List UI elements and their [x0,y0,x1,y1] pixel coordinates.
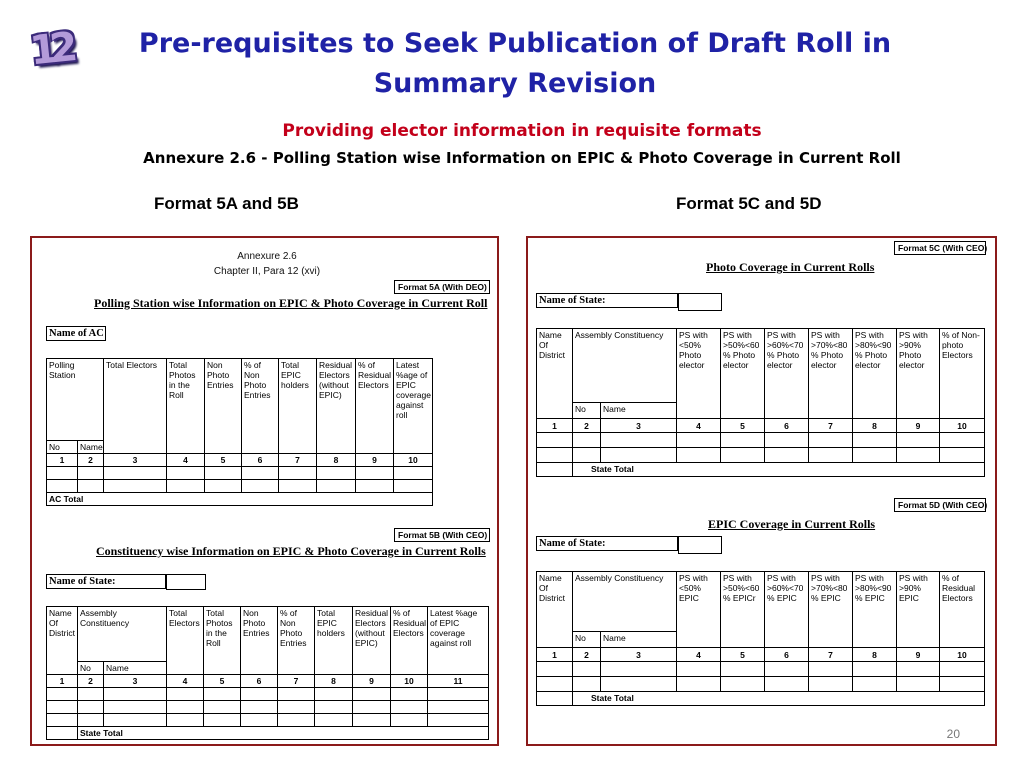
col-number: 7 [278,675,315,688]
header-ps-gt90: PS with >90% Photo elector [897,329,940,419]
header-assembly: Assembly Constituency [573,329,677,403]
subheader-name: Name [601,632,677,648]
header-ps-50-60: PS with >50%<60 % EPICr [721,572,765,648]
slide-number-badge: 12 [27,24,72,75]
header-ps-50-60: PS with >50%<60 % Photo elector [721,329,765,419]
col-number: 10 [391,675,428,688]
col-number: 6 [242,454,279,467]
state-name-value [678,293,722,311]
col-number: 6 [765,419,809,433]
col-number: 10 [940,419,985,433]
table-row [47,701,489,714]
format-5d-title: EPIC Coverage in Current Rolls [708,517,876,531]
format-5c-tag: Format 5C (With CEO) [894,241,986,255]
format-5d-tag: Format 5D (With CEO) [894,498,986,512]
state-name-value [678,536,722,554]
header-ps-lt50: PS with <50% EPIC [677,572,721,648]
header-ps-70-80: PS with >70%<80 % EPIC [809,572,853,648]
col-number: 1 [537,648,573,662]
header-district: Name Of District [47,607,78,675]
col-number: 9 [353,675,391,688]
col-number: 8 [853,648,897,662]
header-pct-non-photo: % of Non-photo Electors [940,329,985,419]
col-number: 4 [167,675,204,688]
header-ps-60-70: PS with >60%<70 % EPIC [765,572,809,648]
subtitle-red: Providing elector information in requisite formats [282,121,762,141]
col-number: 6 [765,648,809,662]
table-row [537,677,985,692]
header-ps-lt50: PS with <50% Photo elector [677,329,721,419]
col-number: 10 [940,648,985,662]
slide-title: Pre-requisites to Seek Publication of Draft Roll in Summary Revision [138,28,892,99]
header-non-photo: Non Photo Entries [241,607,278,675]
header-total-photos: Total Photos in the Roll [167,359,205,454]
col-number: 4 [167,454,205,467]
col-number: 4 [677,419,721,433]
col-number: 5 [721,648,765,662]
subheader-no: No [47,441,78,454]
format-5a-tag: Format 5A (With DEO) [394,280,490,294]
col-number: 3 [104,675,167,688]
header-total-photos: Total Photos in the Roll [204,607,241,675]
col-number: 8 [853,419,897,433]
header-pct-non-photo: % of Non Photo Entries [278,607,315,675]
subheader-name: Name [78,441,104,454]
col-number: 1 [47,454,78,467]
header-total-electors: Total Electors [104,359,167,454]
col-number: 2 [78,454,104,467]
page-number: 20 [946,727,960,741]
col-number: 7 [809,648,853,662]
header-pct-residual: % of Residual Electors [391,607,428,675]
col-number: 10 [394,454,433,467]
state-total-row: State Total [573,692,985,706]
table-row [537,448,985,463]
col-number: 1 [537,419,573,433]
state-name-label: Name of State: [536,536,678,551]
col-number: 5 [204,675,241,688]
subheader-name: Name [601,403,677,419]
col-number: 3 [601,648,677,662]
header-assembly: Assembly Constituency [78,607,167,662]
col-number: 8 [315,675,353,688]
format-5c-title: Photo Coverage in Current Rolls [706,260,875,274]
col-number: 3 [601,419,677,433]
table-row [537,662,985,677]
col-number: 9 [897,648,940,662]
header-total-epic: Total EPIC holders [279,359,317,454]
col-number: 7 [809,419,853,433]
right-document-panel [526,236,997,746]
col-number: 5 [721,419,765,433]
table-row [47,688,489,701]
header-ps-gt90: PS with >90% EPIC [897,572,940,648]
header-district: Name Of District [537,329,573,419]
col-number: 2 [78,675,104,688]
header-ps-70-80: PS with >70%<80 % Photo elector [809,329,853,419]
format-5b-tag: Format 5B (With CEO) [394,528,490,542]
annexure-heading: Annexure 2.6 [237,251,297,262]
header-polling-station: Polling Station [47,359,104,441]
header-ps-80-90: PS with >80%<90 % EPIC [853,572,897,648]
format-5c-table [536,328,985,477]
header-assembly: Assembly Constituency [573,572,677,632]
chapter-heading: Chapter II, Para 12 (xvi) [213,266,321,277]
format-5a-table [46,358,433,506]
header-ps-80-90: PS with >80%<90 % Photo elector [853,329,897,419]
state-name-value [166,574,206,590]
subheader-no: No [573,403,601,419]
format-5b-table [46,606,489,740]
subheader-name: Name [104,662,167,675]
header-total-epic: Total EPIC holders [315,607,353,675]
table-row [47,714,489,727]
col-number: 2 [573,648,601,662]
col-number: 1 [47,675,78,688]
subtitle-annexure: Annexure 2.6 - Polling Station wise Information on EPIC & Photo Coverage in Current Roll [143,149,901,167]
header-ps-60-70: PS with >60%<70 % Photo elector [765,329,809,419]
format-left-label: Format 5A and 5B [154,194,299,213]
col-number: 9 [897,419,940,433]
col-number: 9 [356,454,394,467]
format-5a-title: Polling Station wise Information on EPIC & Photo Coverage in Current Roll [94,296,488,310]
header-pct-residual: % of Residual Electors [356,359,394,454]
header-residual: Residual Electors (without EPIC) [317,359,356,454]
header-latest-pct: Latest %age of EPIC coverage against roll [394,359,433,454]
format-5d-table [536,571,985,706]
table-row [47,480,433,493]
table-row [537,433,985,448]
subheader-no: No [78,662,104,675]
header-total-electors: Total Electors [167,607,204,675]
col-number: 2 [573,419,601,433]
header-pct-residual: % of Residual Electors [940,572,985,648]
header-district: Name Of District [537,572,573,648]
table-row [47,467,433,480]
state-name-label: Name of State: [536,293,678,308]
col-number: 5 [205,454,242,467]
col-number: 7 [279,454,317,467]
subheader-no: No [573,632,601,648]
state-total-row: State Total [573,463,985,477]
format-right-label: Format 5C and 5D [676,194,822,213]
state-total-row: State Total [78,727,489,740]
col-number: 4 [677,648,721,662]
col-number: 8 [317,454,356,467]
col-number: 3 [104,454,167,467]
state-name-label: Name of State: [46,574,166,589]
header-non-photo: Non Photo Entries [205,359,242,454]
header-latest-pct: Latest %age of EPIC coverage against roll [428,607,489,675]
left-document-panel [30,236,499,746]
col-number: 6 [241,675,278,688]
format-5b-title: Constituency wise Information on EPIC & Photo Coverage in Current Rolls [96,544,486,558]
ac-name-label: Name of AC [46,326,106,341]
ac-total-row: AC Total [47,493,433,506]
header-pct-non-photo: % of Non Photo Entries [242,359,279,454]
col-number: 11 [428,675,489,688]
header-residual: Residual Electors (without EPIC) [353,607,391,675]
